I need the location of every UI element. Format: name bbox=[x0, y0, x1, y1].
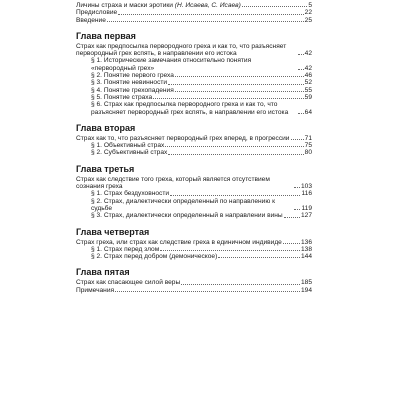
dot-leader bbox=[160, 250, 300, 251]
toc-entry bbox=[76, 9, 312, 16]
page-number: 194 bbox=[300, 286, 312, 294]
chapter-2 bbox=[76, 123, 312, 157]
chapter-title: Глава вторая bbox=[76, 122, 136, 133]
entry-text: Введение bbox=[76, 16, 106, 24]
toc-subentry bbox=[76, 190, 312, 197]
entry-text: Предисловие bbox=[76, 9, 118, 17]
front-matter bbox=[76, 2, 312, 24]
dot-leader bbox=[291, 139, 304, 140]
toc-subentry bbox=[76, 149, 312, 156]
dot-leader bbox=[107, 21, 304, 22]
toc-subentry bbox=[76, 57, 312, 72]
chapter-3 bbox=[76, 164, 312, 220]
entry-text: Страх как спасающее силой веры bbox=[76, 279, 181, 287]
entry-text: § 1. Объективный страх bbox=[91, 142, 165, 150]
toc-entry bbox=[76, 17, 312, 24]
dot-leader bbox=[118, 14, 303, 15]
page-number: 103 bbox=[300, 183, 312, 191]
dot-leader bbox=[115, 291, 300, 292]
entry-text: § 2. Понятие первого греха bbox=[91, 72, 174, 80]
page-number: 136 bbox=[300, 238, 312, 246]
toc-subentry bbox=[76, 253, 312, 260]
entry-text: § 5. Понятие страха bbox=[91, 93, 153, 101]
page-number: 144 bbox=[300, 253, 312, 261]
chapter-1 bbox=[76, 31, 312, 116]
dot-leader bbox=[181, 284, 300, 285]
chapter-title: Глава третья bbox=[76, 163, 135, 174]
page-number: 46 bbox=[304, 72, 312, 80]
page-number: 119 bbox=[301, 204, 312, 212]
page-number: 127 bbox=[300, 212, 312, 220]
toc-subentry bbox=[76, 101, 312, 116]
dot-leader bbox=[298, 69, 304, 70]
chapter-4 bbox=[76, 227, 312, 261]
entry-text: Страх как предпосылка первородного греха и как то, что разъясняет первородный грех вспять, в направлении его истока bbox=[76, 42, 287, 58]
entry-text: § 2. Страх перед добром (демоническое) bbox=[91, 253, 218, 261]
dot-leader bbox=[298, 54, 304, 55]
chapter-5 bbox=[76, 267, 312, 294]
entry-text: § 2. Страх, диалектически определенный по направлению к судьбе bbox=[91, 197, 275, 212]
page-number: 42 bbox=[304, 64, 312, 72]
page-number: 116 bbox=[301, 190, 312, 198]
entry-text: § 3. Понятие невинности bbox=[91, 79, 168, 87]
entry-text: Личины страха и маски эротики bbox=[76, 2, 173, 9]
dot-leader bbox=[298, 113, 304, 114]
toc-subentry bbox=[76, 79, 312, 86]
page-number: 185 bbox=[300, 279, 312, 287]
dot-leader bbox=[294, 187, 300, 188]
toc-entry bbox=[76, 239, 312, 246]
dot-leader bbox=[284, 217, 300, 218]
dot-leader bbox=[175, 76, 304, 77]
toc-subentry bbox=[76, 212, 312, 219]
page-number: 42 bbox=[304, 50, 312, 58]
toc-entry bbox=[76, 279, 312, 286]
toc-subentry bbox=[76, 94, 312, 101]
page-number: 22 bbox=[304, 9, 312, 17]
entry-text: § 4. Понятие грехопадения bbox=[91, 86, 174, 94]
page-number: 71 bbox=[304, 134, 312, 142]
toc-entry bbox=[76, 287, 312, 294]
dot-leader bbox=[165, 146, 303, 147]
entry-authors: (Н. Исаева, С. Исаев) bbox=[174, 2, 241, 9]
page-number: 25 bbox=[304, 16, 312, 24]
dot-leader bbox=[153, 98, 303, 99]
entry-text: § 1. Страх перед злом bbox=[91, 245, 160, 253]
dot-leader bbox=[170, 195, 300, 196]
entry-text: Страх греха, или страх как следствие греха в единичном индивиде bbox=[76, 238, 282, 246]
page-number: 138 bbox=[300, 245, 312, 253]
toc-subentry bbox=[76, 72, 312, 79]
toc-subentry bbox=[76, 87, 312, 94]
toc-entry bbox=[76, 2, 312, 9]
page-number: 5 bbox=[308, 2, 312, 9]
dot-leader bbox=[168, 154, 303, 155]
chapter-title: Глава первая bbox=[76, 30, 136, 41]
entry-text: § 1. Страх бездуховности bbox=[91, 190, 170, 198]
entry-text: Страх как следствие того греха, который является отсутствием сознания греха bbox=[76, 175, 270, 191]
entry-text: § 6. Страх как предпосылка первородного греха и как то, что разъясняет первородный грех вспять, в направлении его истока bbox=[91, 101, 289, 116]
page-number: 59 bbox=[304, 93, 312, 101]
toc-subentry bbox=[76, 198, 312, 213]
page-number: 52 bbox=[304, 79, 312, 87]
entry-text: Страх как то, что разъясняет первородный грех вперед, в прогрессии bbox=[76, 134, 290, 142]
entry-text: § 2. Субъективный страх bbox=[91, 149, 168, 157]
dot-leader bbox=[175, 91, 304, 92]
dot-leader bbox=[294, 209, 300, 210]
toc-entry bbox=[76, 43, 312, 58]
entry-text: § 3. Страх, диалектически определенный в направлении вины bbox=[91, 212, 283, 220]
dot-leader bbox=[242, 6, 308, 7]
chapter-title: Глава четвертая bbox=[76, 226, 150, 237]
toc-entry bbox=[76, 176, 312, 191]
chapter-title: Глава пятая bbox=[76, 267, 130, 278]
page-number: 55 bbox=[304, 86, 312, 94]
page-number: 75 bbox=[304, 142, 312, 150]
entry-text: Примечания bbox=[76, 286, 115, 294]
page-number: 80 bbox=[304, 149, 312, 157]
page-number: 64 bbox=[304, 108, 312, 116]
dot-leader bbox=[218, 257, 300, 258]
dot-leader bbox=[283, 243, 300, 244]
entry-text: § 1. Исторические замечания относительно понятия «первородный грех» bbox=[91, 57, 252, 72]
dot-leader bbox=[168, 84, 304, 85]
